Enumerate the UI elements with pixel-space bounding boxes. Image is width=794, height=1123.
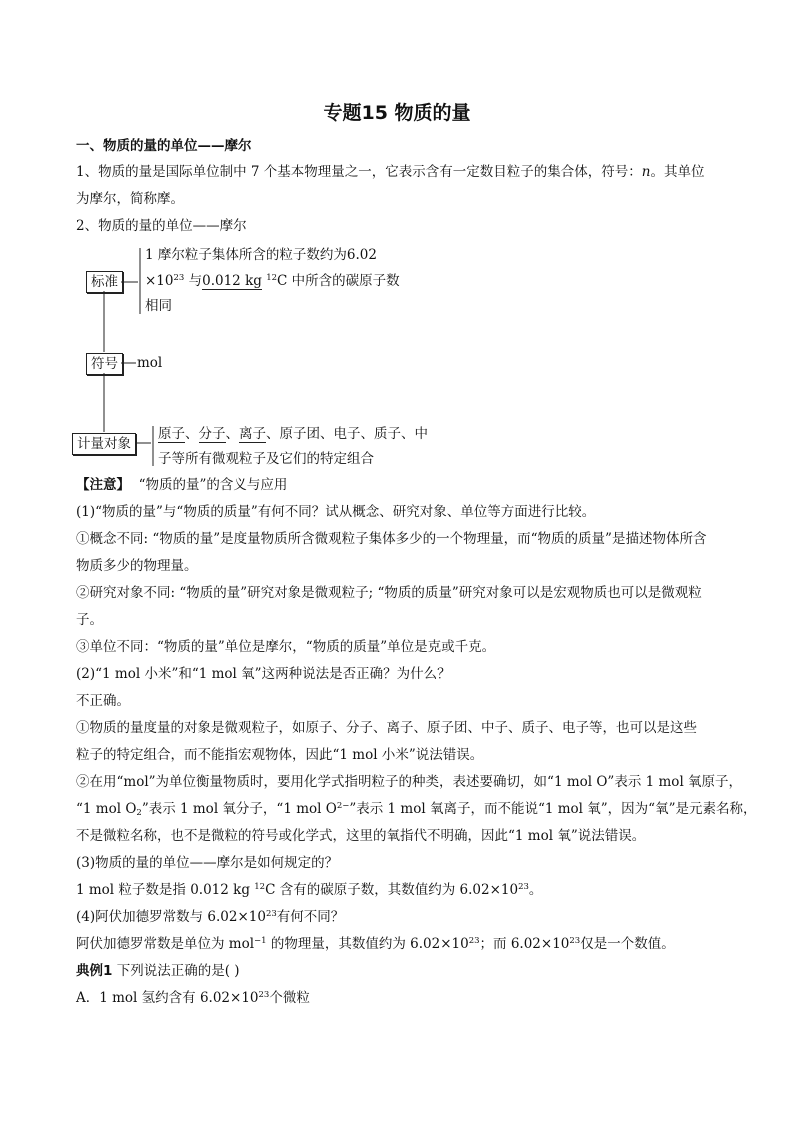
answer-2-2c: 不是微粒名称，也不是微粒的符号或化学式，这里的氧指代不明确，因此“1 mol 氧”说法错误。	[76, 828, 646, 844]
text: 个微粒	[269, 990, 310, 1006]
text: 、原子团、电子、质子、中	[266, 426, 428, 442]
standard-line-1: 1 摩尔粒子集体所含的粒子数约为6.02	[145, 247, 377, 263]
question-1: (1)“物质的量”与“物质的质量”有何不同？试从概念、研究对象、单位等方面进行比较。	[76, 504, 596, 520]
subscript: 2	[136, 808, 142, 818]
text: C 含有的碳原子数，其数值约为 6.02×10	[265, 882, 519, 898]
underlined-ion: 离子	[239, 426, 266, 442]
text: 、	[185, 426, 199, 442]
superscript: 23	[518, 882, 529, 892]
answer-1-2a: ②研究对象不同: “物质的量”研究对象是微观粒子; “物质的质量”研究对象可以是宏观物质也可以是微观粒	[76, 585, 702, 601]
standard-box: 标准	[86, 271, 123, 293]
note-line	[76, 475, 287, 495]
text: ×10	[145, 273, 174, 289]
section-heading: 一、物质的量的单位——摩尔	[76, 138, 252, 154]
question-3: (3)物质的量的单位——摩尔是如何规定的？	[76, 855, 339, 871]
text: 仅是一个数值。	[580, 936, 675, 952]
isotope-number: 12	[266, 273, 278, 283]
text: 。其单位	[650, 164, 705, 180]
example-head: 典例1	[76, 963, 113, 979]
exponent: 23	[173, 273, 185, 283]
text: 。	[528, 882, 543, 898]
paragraph-2: 2、物质的量的单位——摩尔	[76, 218, 247, 234]
text: “1 mol O	[76, 801, 137, 817]
text: 阿伏加德罗常数是单位为 mol	[76, 936, 255, 952]
answer-2-1b: 粒子的特定组合，而不能指宏观物体，因此“1 mol 小米”说法错误。	[76, 747, 484, 763]
answer-2-0: 不正确。	[76, 693, 130, 709]
text: 1、物质的量是国际单位制中 7 个基本物理量之一，它表示含有一定数目粒子的集合体，符号：	[76, 164, 642, 180]
superscript: −1	[254, 936, 267, 946]
text: A．1 mol 氢约含有 6.02×10	[76, 990, 259, 1006]
superscript: 2−	[336, 801, 350, 811]
text: 有何不同？	[276, 909, 345, 925]
answer-3	[76, 880, 542, 900]
text: (4)阿伏加德罗常数与 6.02×10	[76, 909, 266, 925]
answer-1-1a: ①概念不同: “物质的量”是度量物质所含微观粒子集体多少的一个物理量，而“物质的质量”是描述物体所含	[76, 531, 707, 547]
object-box: 计量对象	[72, 433, 136, 455]
text: 与	[184, 273, 203, 289]
symbol-value: mol	[137, 355, 163, 371]
text: C 中所含的碳原子数	[277, 273, 400, 289]
answer-1-3: ③单位不同：“物质的量”单位是摩尔，“物质的质量”单位是克或千克。	[76, 639, 496, 655]
text: 、	[225, 426, 239, 442]
superscript: 23	[258, 990, 270, 1000]
object-line-2: 子等所有微观粒子及它们的特定组合	[158, 451, 374, 467]
answer-1-1b: 物质多少的物理量。	[76, 558, 198, 574]
note-head: 【注意】	[76, 477, 130, 493]
text: ”表示 1 mol 氧离子，而不能说“1 mol 氧”，因为“氧”是元素名称，	[349, 801, 757, 817]
text: ；而 6.02×10	[479, 936, 570, 952]
paragraph-1-line-1	[76, 162, 704, 182]
underlined-atom: 原子	[158, 426, 185, 442]
paragraph-1-line-2: 为摩尔，简称摩。	[76, 191, 184, 207]
superscript: 12	[254, 882, 266, 892]
option-a	[76, 988, 310, 1008]
text: 1 mol 粒子数是指 0.012 kg	[76, 882, 255, 898]
object-line-1	[158, 424, 428, 444]
note-text: “物质的量”的含义与应用	[138, 477, 288, 493]
page-title: 专题15 物质的量	[323, 102, 471, 124]
superscript: 23	[468, 936, 480, 946]
answer-4	[76, 934, 675, 954]
question-4	[76, 907, 344, 927]
standard-line-3: 相同	[145, 298, 172, 314]
example-1	[76, 961, 240, 981]
answer-2-2a: ②在用“mol”为单位衡量物质时，要用化学式指明粒子的种类，表述要确切，如“1 mol O”表示 1 mol 氧原子，	[76, 774, 743, 790]
symbol-n: n	[641, 164, 651, 180]
superscript: 23	[265, 909, 277, 919]
superscript: 23	[569, 936, 581, 946]
symbol-box: 符号	[86, 353, 123, 375]
underlined-mass: 0.012 kg	[202, 273, 262, 289]
answer-2-1a: ①物质的量度量的对象是微观粒子，如原子、分子、离子、原子团、中子、质子、电子等，也可以是这些	[76, 720, 697, 736]
text: ”表示 1 mol 氧分子，“1 mol O	[141, 801, 337, 817]
underlined-molecule: 分子	[198, 426, 226, 442]
example-text: 下列说法正确的是( )	[112, 963, 240, 979]
answer-1-2b: 子。	[76, 612, 103, 628]
standard-line-2	[145, 271, 400, 291]
answer-2-2b	[76, 799, 756, 819]
question-2: (2)“1 mol 小米”和“1 mol 氧”这两种说法是否正确？为什么？	[76, 666, 451, 682]
text: 的物理量，其数值约为 6.02×10	[266, 936, 469, 952]
